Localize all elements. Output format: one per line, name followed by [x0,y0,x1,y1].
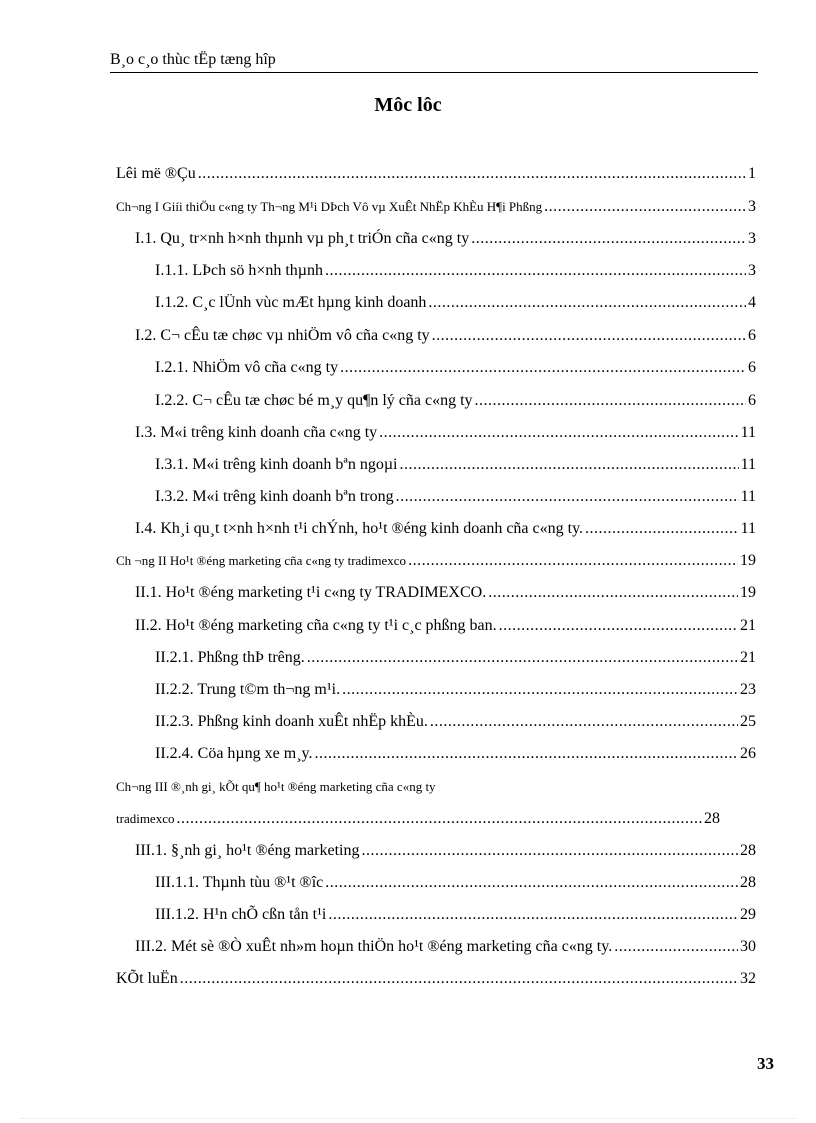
toc-leader-dots [396,486,739,508]
toc-entry[interactable] [155,260,756,282]
page-number: 33 [757,1054,774,1073]
toc-entry-page: 11 [740,424,756,441]
toc-entry[interactable] [116,808,720,830]
toc-entry-text: I.4. Kh¸i qu¸t t×nh h×nh t¹i chÝnh, ho¹t ®éng kinh doanh cña c«ng ty. [135,520,584,537]
toc-leader-dots [361,840,738,862]
toc-entry-text: I.3.2. M«i trêng kinh doanh bªn trong [155,488,394,505]
toc-entry-text: II.2.4. Cöa hµng xe m¸y. [155,745,313,762]
toc-leader-dots [488,582,738,604]
toc-entry-page: 23 [740,681,756,698]
toc-entry[interactable] [155,711,756,733]
toc-entry[interactable] [155,872,756,894]
running-header-title: B¸o c¸o thùc tËp tæng hîp [110,51,276,68]
toc-leader-dots [325,260,746,282]
toc-entry-text: II.2.2. Trung t©m th¬ng m¹i. [155,681,341,698]
toc-leader-dots [408,550,738,572]
toc-entry-text: Ch¬ng III ®¸nh gi¸ kÕt qu¶ ho¹t ®éng marketing cña c«ng ty [116,779,436,794]
toc-leader-dots [544,196,746,218]
toc-entry[interactable] [155,679,756,701]
toc-entry-text: I.3. M«i trêng kinh doanh cña c«ng ty [135,424,378,441]
toc-leader-dots [328,904,738,926]
toc-entry-page: 3 [748,230,756,247]
toc-leader-dots [400,454,739,476]
toc-entry-text: I.2.1. NhiÖm vô cña c«ng ty [155,359,339,376]
toc-entry-text: III.2. Mét sè ®Ò xuÊt nh»m hoµn thiÖn ho¹t ®éng marketing cña c«ng ty. [135,938,613,955]
toc-entry-text: I.1.2. C¸c lÜnh vùc mÆt hµng kinh doanh [155,294,427,311]
toc-entry-page: 25 [740,713,756,730]
toc-entry[interactable] [135,582,756,604]
running-header [110,50,758,73]
toc-entry-page: 19 [740,584,756,601]
toc-entry[interactable] [155,357,756,379]
toc-entry-page: 21 [740,617,756,634]
toc-leader-dots [307,647,738,669]
toc-entry[interactable] [155,486,756,508]
toc-leader-dots [471,228,746,250]
toc-entry-text: I.1. Qu¸ tr×nh h×nh thµnh vµ ph¸t triÓn cña c«ng ty [135,230,470,247]
toc-leader-dots [340,357,746,379]
toc-leader-dots [314,743,738,765]
toc-entry-page: 30 [740,938,756,955]
toc-entry-text: II.2.3. Phßng kinh doanh xuÊt nhËp khÈu. [155,713,428,730]
toc-leader-dots [325,872,738,894]
toc-entry-page: 29 [740,906,756,923]
toc-leader-dots [499,615,738,637]
toc-entry-page: 6 [748,392,756,409]
toc-title: Môc lôc [374,94,442,116]
toc-entry-text: I.2. C¬ cÊu tæ chøc vµ nhiÖm vô cña c«ng ty [135,327,430,344]
toc-entry[interactable] [135,615,756,637]
toc-leader-dots [428,292,746,314]
toc-leader-dots [430,711,738,733]
toc-leader-dots [342,679,738,701]
toc-entry-text: II.2.1. Phßng thÞ trêng. [155,649,305,666]
toc-entry-page: 3 [748,262,756,279]
toc-leader-dots [475,390,746,412]
toc-leader-dots [585,518,739,540]
toc-entry-text: II.1. Ho¹t ®éng marketing t¹i c«ng ty TRADIMEXCO. [135,584,487,601]
toc-entry-text: Ch ¬ng II Ho¹t ®éng marketing cña c«ng ty tradimexco [116,553,407,568]
toc-entry-page: 11 [740,488,756,505]
toc-entry-text: III.1. §¸nh gi¸ ho¹t ®éng marketing [135,842,360,859]
toc-entry-text: Ch¬ng I Giíi thiÖu c«ng ty Th¬ng M¹i DÞch Vô vµ XuÊt NhËp KhÈu H¶i Phßng [116,199,543,214]
toc-entry[interactable] [116,163,756,185]
toc-entry[interactable] [116,968,756,990]
toc-entry-text: tradimexco [116,811,175,826]
toc-entry-page: 28 [704,810,720,827]
toc-entry-page: 6 [748,327,756,344]
toc-entry-text: I.2.2. C¬ cÊu tæ chøc bé m¸y qu¶n lý cña c«ng ty [155,392,473,409]
toc-entry-text: II.2. Ho¹t ®éng marketing cña c«ng ty t¹i c¸c phßng ban. [135,617,497,634]
toc-entry-page: 26 [740,745,756,762]
toc-entry-text: I.1.1. LÞch sö h×nh thµnh [155,262,324,279]
toc-entry-text: KÕt luËn [116,970,178,987]
toc-entry-page: 11 [740,456,756,473]
toc-entry[interactable] [155,292,756,314]
toc-entry-page: 19 [740,552,756,569]
toc-entry[interactable] [155,390,756,412]
toc-entry[interactable] [135,325,756,347]
toc-leader-dots [180,968,738,990]
toc-entry[interactable] [135,518,756,540]
toc-entry-page: 32 [740,970,756,987]
toc-entry-page: 3 [748,198,756,215]
toc-entry[interactable] [116,550,756,572]
toc-entry-page: 11 [740,520,756,537]
toc-entry-text: I.3.1. M«i trêng kinh doanh bªn ngoµi [155,456,398,473]
toc-entry[interactable] [135,422,756,444]
toc-entry-page: 1 [748,165,756,182]
toc-entry[interactable] [155,743,756,765]
toc-entry-text: III.1.2. H¹n chÕ cßn tån t¹i [155,906,327,923]
toc-entry[interactable] [155,647,756,669]
toc-entry[interactable] [116,776,756,798]
toc-leader-dots [379,422,738,444]
toc-entry[interactable] [135,840,756,862]
toc-entry[interactable] [116,196,756,218]
toc-leader-dots [432,325,746,347]
toc-entry-page: 4 [748,294,756,311]
toc-leader-dots [614,936,738,958]
toc-entry[interactable] [135,228,756,250]
toc-entry-page: 6 [748,359,756,376]
toc-entry-text: III.1.1. Thµnh tùu ®¹t ®îc [155,874,324,891]
toc-leader-dots [198,163,746,185]
toc-entry-page: 28 [740,842,756,859]
toc-entry-text: Lêi më ®Çu [116,165,196,182]
toc-entry[interactable] [155,904,756,926]
page-bottom-divider [20,1118,796,1119]
toc-entry-page: 28 [740,874,756,891]
toc-entry[interactable] [135,936,756,958]
toc-entry[interactable] [155,454,756,476]
toc-entry-page: 21 [740,649,756,666]
toc-leader-dots [176,808,702,830]
